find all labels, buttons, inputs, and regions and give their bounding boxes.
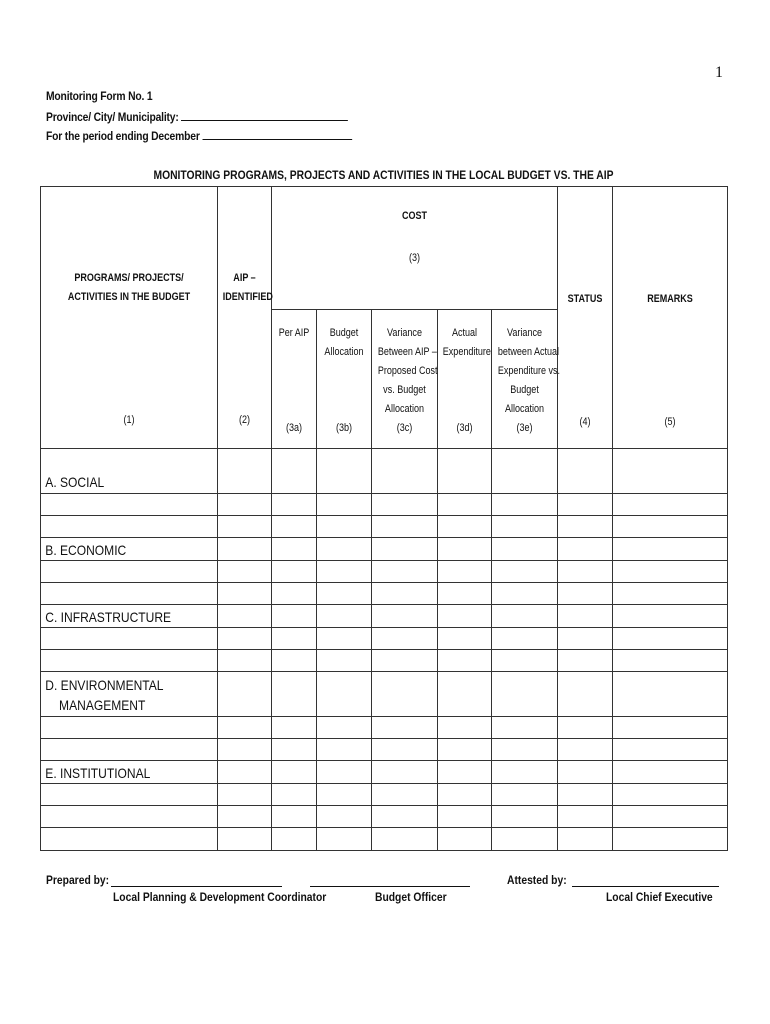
col-num-5: (5): [664, 416, 676, 428]
subheader-variance-actual: [492, 310, 561, 449]
section-environmental-label-2: MANAGEMENT: [59, 697, 146, 713]
cost-number: (3): [409, 252, 421, 265]
aip-header-line2: IDENTIFIED: [222, 291, 273, 303]
remarks-header: REMARKS: [647, 293, 693, 305]
variance-aip-line4: vs. Budget: [383, 383, 426, 396]
section-infrastructure: [41, 605, 218, 628]
per-aip-label: Per AIP: [278, 326, 310, 339]
col-num-2: (2): [238, 414, 251, 426]
budget-alloc-line2: Allocation: [324, 345, 364, 358]
table-row: [41, 806, 728, 828]
monitoring-table: [40, 186, 728, 851]
col-num-3e: (3e): [516, 421, 533, 434]
aip-header-line1: AIP –: [233, 272, 256, 284]
section-social-label: A. SOCIAL: [45, 474, 105, 490]
budget-officer-title: Budget Officer: [375, 890, 447, 904]
variance-actual-line5: Allocation: [504, 402, 545, 415]
section-institutional-label: E. INSTITUTIONAL: [45, 765, 151, 781]
province-blank: [181, 109, 348, 121]
col-num-3b: (3b): [335, 421, 353, 434]
table-row: [41, 717, 728, 739]
subheader-per-aip: [272, 310, 317, 449]
section-row-infrastructure: [41, 605, 728, 628]
variance-actual-line4: Budget: [510, 383, 539, 396]
form-number: Monitoring Form No. 1: [46, 89, 153, 103]
actual-exp-line1: Actual: [451, 326, 478, 339]
planning-coordinator-title: Local Planning & Development Coordinator: [113, 890, 327, 904]
header-aip: [218, 187, 272, 449]
page-number: 1: [715, 64, 723, 81]
section-row-institutional: [41, 761, 728, 784]
period-blank: [202, 128, 352, 140]
variance-actual-line3: Expenditure vs.: [497, 364, 561, 377]
variance-actual-line1: Variance: [507, 326, 542, 339]
section-row-environmental: [41, 672, 728, 717]
status-header: STATUS: [567, 293, 603, 305]
province-label: Province/ City/ Municipality:: [46, 110, 179, 124]
budget-signature-line: [310, 885, 470, 887]
section-infrastructure-label: C. INFRASTRUCTURE: [45, 609, 172, 625]
table-row: [41, 650, 728, 672]
header-row-top: [41, 187, 728, 310]
budget-alloc-line1: Budget: [329, 326, 359, 339]
prepared-by-label: Prepared by:: [46, 873, 110, 887]
table-row: [41, 583, 728, 605]
section-social: [41, 449, 218, 494]
table-row: [41, 561, 728, 583]
table-row: [41, 828, 728, 851]
variance-aip-line5: Allocation: [384, 402, 425, 415]
chief-executive-title: Local Chief Executive: [606, 890, 713, 904]
subheader-variance-aip: [372, 310, 438, 449]
col-num-3d: (3d): [456, 421, 473, 434]
subheader-budget-allocation: [317, 310, 372, 449]
section-row-social: [41, 449, 728, 494]
section-environmental: [41, 672, 218, 717]
col-num-3a: (3a): [285, 421, 303, 434]
table-row: [41, 628, 728, 650]
table-row: [41, 784, 728, 806]
actual-exp-line2: Expenditure: [442, 345, 491, 358]
table-row: [41, 494, 728, 516]
cost-header: COST: [402, 210, 428, 223]
table-row: [41, 739, 728, 761]
col-num-3c: (3c): [396, 421, 413, 434]
header-status: [558, 187, 613, 449]
attested-by-label: Attested by:: [507, 873, 567, 887]
section-institutional: [41, 761, 218, 784]
col-num-1: (1): [123, 414, 135, 426]
variance-aip-line3: Proposed Cost: [377, 364, 438, 377]
header-programs: [41, 187, 218, 449]
section-economic: [41, 538, 218, 561]
period-label: For the period ending December: [46, 129, 200, 143]
variance-actual-line2: between Actual: [497, 345, 560, 358]
programs-header-line1: PROGRAMS/ PROJECTS/: [74, 272, 184, 284]
section-environmental-label-1: D. ENVIRONMENTAL: [45, 677, 164, 693]
subheader-actual-expenditure: [438, 310, 492, 449]
programs-header-line2: ACTIVITIES IN THE BUDGET: [67, 291, 191, 303]
section-row-economic: [41, 538, 728, 561]
executive-signature-line: [572, 885, 719, 887]
province-field: [46, 109, 348, 124]
planning-signature-line: [111, 885, 282, 887]
variance-aip-line1: Variance: [387, 326, 422, 339]
form-title: MONITORING PROGRAMS, PROJECTS AND ACTIVITIES IN THE LOCAL BUDGET VS. THE AIP: [153, 168, 614, 182]
header-remarks: [613, 187, 728, 449]
section-economic-label: B. ECONOMIC: [45, 542, 127, 558]
col-num-4: (4): [579, 416, 591, 428]
header-cost: [272, 187, 558, 310]
period-field: [46, 128, 352, 143]
table-row: [41, 516, 728, 538]
variance-aip-line2: Between AIP –: [377, 345, 437, 358]
